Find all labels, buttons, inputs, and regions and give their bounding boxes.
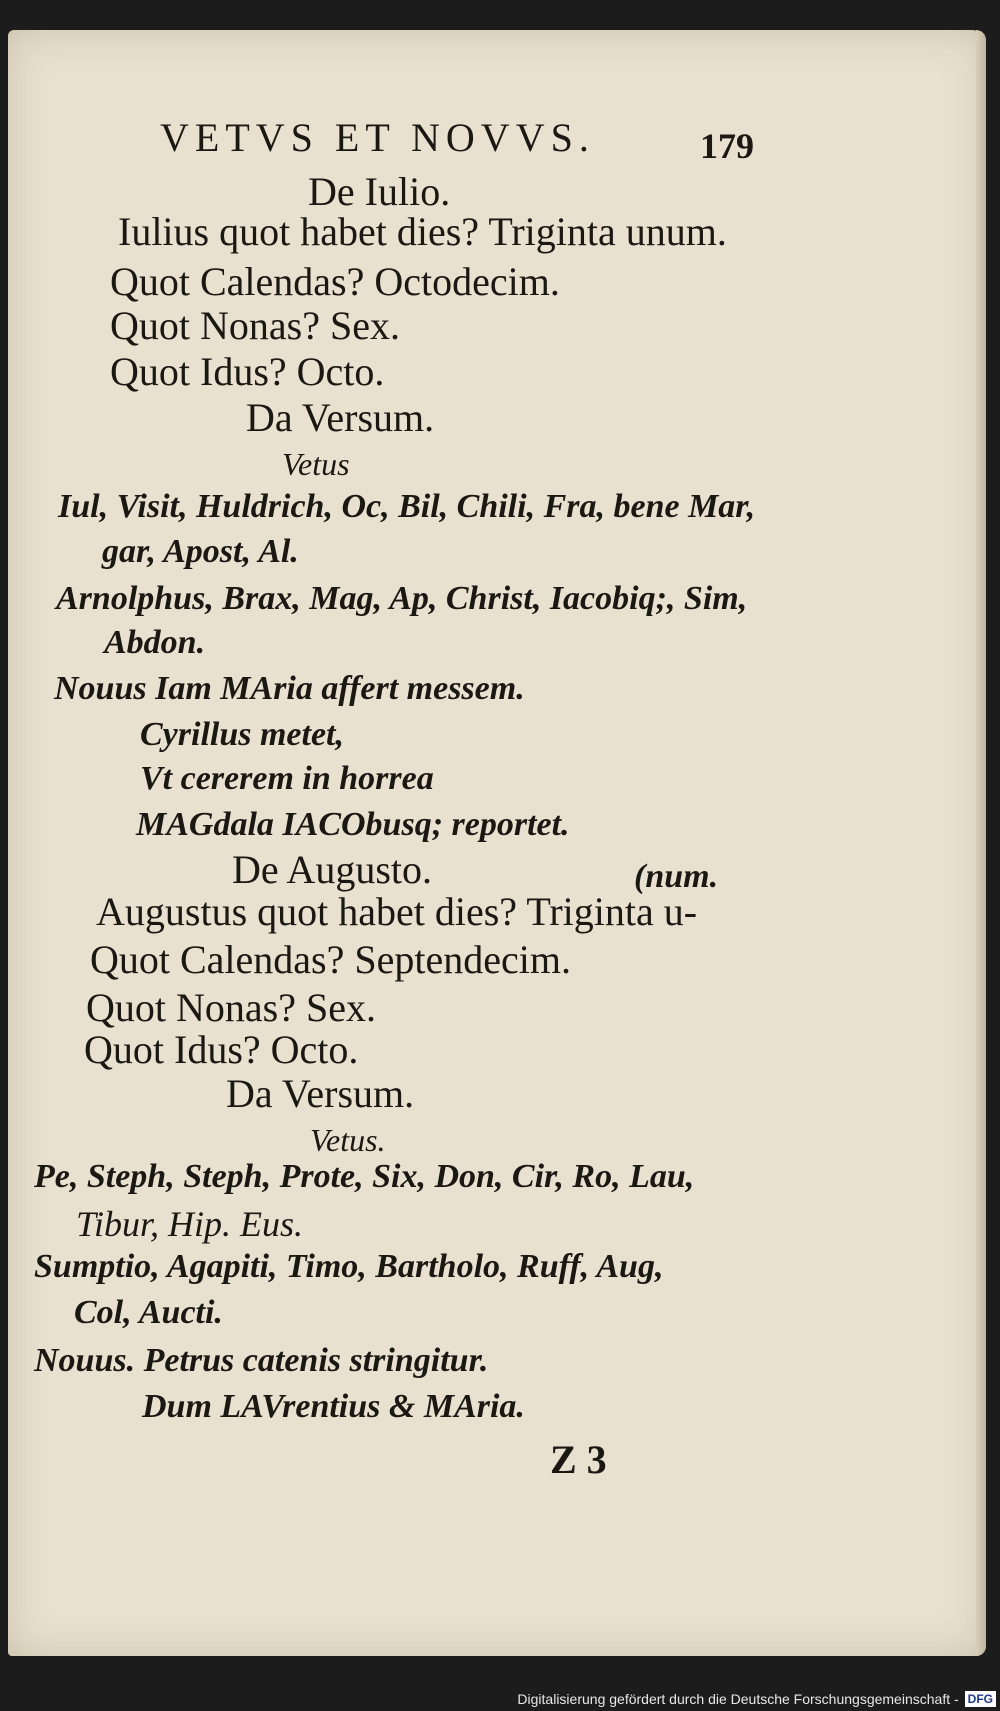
text-line: Cyrillus metet, — [140, 716, 344, 753]
section-heading: De Augusto. — [232, 847, 432, 892]
credit-text: Digitalisierung gefördert durch die Deutsche Forschungsgemeinschaft - — [517, 1691, 959, 1707]
verse-label: Vetus. — [310, 1122, 386, 1158]
text-line: Arnolphus, Brax, Mag, Ap, Christ, Iacobiq;, Sim, — [56, 580, 748, 617]
text-line: Sumptio, Agapiti, Timo, Bartholo, Ruff, Aug, — [34, 1248, 664, 1285]
text-line: Dum LAVrentius & MAria. — [142, 1388, 525, 1425]
verse-heading: Da Versum. — [246, 395, 435, 440]
text-line: Abdon. — [104, 624, 206, 661]
text-line: Col, Aucti. — [74, 1294, 223, 1331]
section-heading: De Iulio. — [308, 169, 451, 214]
text-line: Augustus quot habet dies? Triginta u- — [96, 889, 698, 934]
verse-label: Vetus — [282, 446, 350, 482]
text-line: Quot Idus? Octo. — [110, 349, 385, 394]
text-line: Tibur, Hip. Eus. — [76, 1204, 304, 1244]
text-line: Vt cererem in horrea — [140, 760, 434, 797]
dfg-logo: DFG — [965, 1691, 996, 1707]
text-line: Pe, Steph, Steph, Prote, Six, Don, Cir, Ro, Lau, — [34, 1158, 695, 1195]
text-line: Quot Nonas? Sex. — [110, 303, 400, 348]
text-line: Quot Calendas? Septendecim. — [90, 937, 571, 982]
text-line: Quot Calendas? Octodecim. — [110, 259, 560, 304]
text-line: Iulius quot habet dies? Triginta unum. — [118, 209, 727, 254]
text-line: (num. — [634, 858, 719, 895]
signature-mark: Z 3 — [550, 1437, 607, 1482]
text-line: Iul, Visit, Huldrich, Oc, Bil, Chili, Fra, bene Mar, — [58, 488, 756, 525]
text-line: MAGdala IACObusq; reportet. — [136, 806, 570, 843]
page-number: 179 — [700, 126, 754, 166]
text-line: Quot Idus? Octo. — [84, 1027, 359, 1072]
text-line: Nouus. Petrus catenis stringitur. — [34, 1342, 489, 1379]
text-line: Nouus Iam MAria affert messem. — [54, 670, 525, 707]
page-edge — [976, 30, 986, 1656]
text-line: Quot Nonas? Sex. — [86, 985, 376, 1030]
digitization-credit — [517, 1687, 996, 1711]
running-title: VETVS ET NOVVS. — [160, 115, 595, 160]
verse-heading: Da Versum. — [226, 1071, 415, 1116]
text-line: gar, Apost, Al. — [102, 533, 299, 570]
